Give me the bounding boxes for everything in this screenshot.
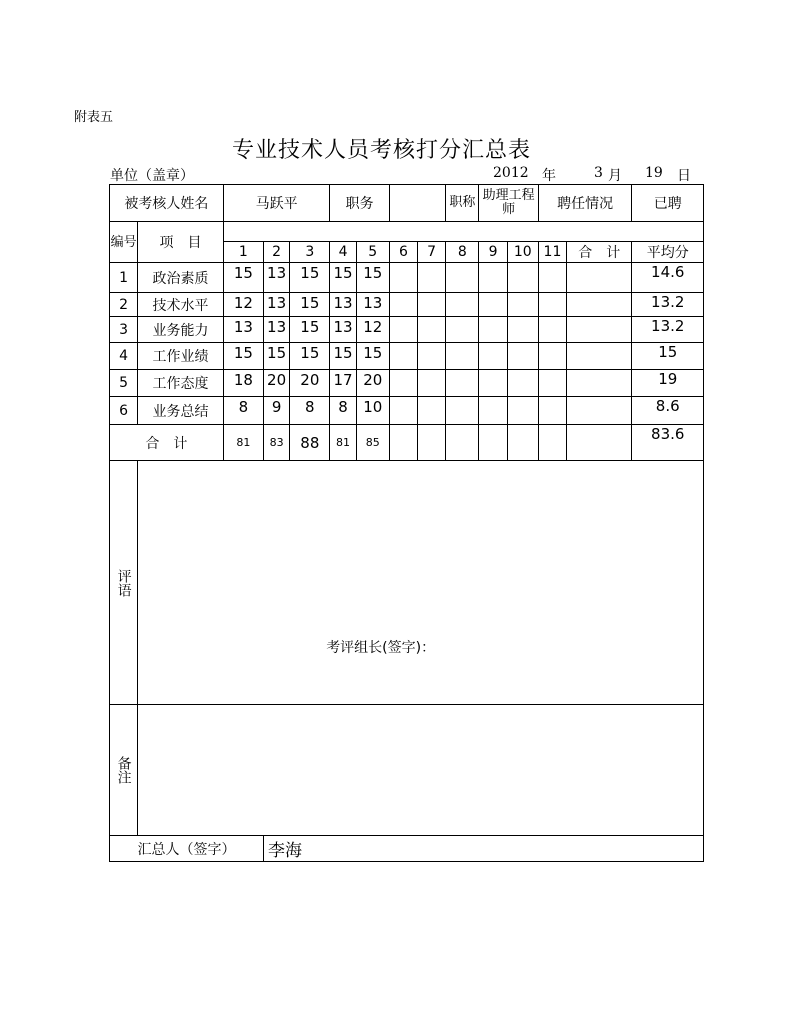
score-cell: 15	[290, 343, 330, 370]
title-value: 助理工程师	[479, 185, 538, 222]
score-cell: 15	[290, 317, 330, 343]
score-cell	[479, 397, 507, 425]
header-row-top	[110, 222, 704, 242]
row-item: 业务能力	[138, 317, 224, 343]
score-cell	[538, 293, 566, 317]
score-cell: 17	[330, 370, 356, 397]
total-score-cell: 85	[356, 425, 389, 461]
score-cell: 20	[264, 370, 290, 397]
average-cell: 19	[632, 370, 704, 397]
scorer-number: 9	[479, 242, 507, 263]
score-cell	[507, 397, 538, 425]
name-value: 马跃平	[223, 185, 330, 222]
comments-area	[138, 461, 704, 705]
score-cell	[446, 343, 479, 370]
score-cell	[389, 317, 417, 343]
scorer-number: 1	[223, 242, 263, 263]
assessment-table	[109, 184, 704, 862]
header-blank	[223, 222, 703, 242]
score-cell	[389, 293, 417, 317]
date-day: 19	[645, 165, 663, 181]
score-cell	[418, 263, 446, 293]
row-item: 业务总结	[138, 397, 224, 425]
page-title: 专业技术人员考核打分汇总表	[232, 138, 532, 163]
score-cell: 13	[330, 293, 356, 317]
score-cell: 13	[264, 293, 290, 317]
average-cell: 8.6	[632, 397, 704, 425]
table-row	[110, 293, 704, 317]
score-cell: 8	[330, 397, 356, 425]
total-score-cell	[389, 425, 417, 461]
score-cell	[389, 370, 417, 397]
remarks-row	[110, 705, 704, 836]
row-item: 工作态度	[138, 370, 224, 397]
score-cell	[418, 293, 446, 317]
scorer-number: 4	[330, 242, 356, 263]
score-cell	[538, 397, 566, 425]
date-day-label: 日	[677, 168, 691, 184]
name-label: 被考核人姓名	[110, 185, 224, 222]
total-cell	[567, 397, 632, 425]
score-cell	[507, 317, 538, 343]
row-number: 5	[110, 370, 138, 397]
unit-label: 单位（盖章）	[110, 168, 194, 184]
score-cell	[479, 370, 507, 397]
totals-row	[110, 425, 704, 461]
score-cell: 20	[356, 370, 389, 397]
row-item: 技术水平	[138, 293, 224, 317]
score-cell: 13	[223, 317, 263, 343]
score-cell	[446, 317, 479, 343]
total-score-cell: 88	[290, 425, 330, 461]
row-number: 6	[110, 397, 138, 425]
total-average-cell: 83.6	[632, 425, 704, 461]
totals-label: 合 计	[110, 425, 224, 461]
score-cell	[479, 293, 507, 317]
date-month-label: 月	[608, 168, 622, 184]
scorer-number: 8	[446, 242, 479, 263]
row-item: 工作业绩	[138, 343, 224, 370]
remarks-area	[138, 705, 704, 836]
scorer-number: 5	[356, 242, 389, 263]
scorer-number: 3	[290, 242, 330, 263]
score-cell: 15	[330, 343, 356, 370]
total-score-cell: 81	[223, 425, 263, 461]
comments-label: 评语	[110, 461, 138, 705]
average-cell: 13.2	[632, 293, 704, 317]
position-value	[389, 185, 445, 222]
score-cell: 15	[290, 263, 330, 293]
score-cell	[389, 343, 417, 370]
average-cell: 14.6	[632, 263, 704, 293]
average-cell: 13.2	[632, 317, 704, 343]
total-cell	[567, 370, 632, 397]
summary-row	[110, 836, 704, 862]
row-number: 3	[110, 317, 138, 343]
number-header: 编号	[110, 222, 138, 263]
score-cell: 15	[223, 263, 263, 293]
total-cell	[567, 293, 632, 317]
score-cell: 15	[290, 293, 330, 317]
score-cell	[538, 343, 566, 370]
score-cell	[507, 343, 538, 370]
total-score-cell: 83	[264, 425, 290, 461]
table-row	[110, 317, 704, 343]
unit-date-line	[110, 165, 704, 185]
total-score-cell	[418, 425, 446, 461]
score-cell: 15	[356, 343, 389, 370]
score-cell	[538, 370, 566, 397]
average-header: 平均分	[632, 242, 704, 263]
total-score-cell	[507, 425, 538, 461]
grand-total-cell	[567, 425, 632, 461]
score-cell: 15	[356, 263, 389, 293]
score-cell	[389, 263, 417, 293]
score-cell	[446, 293, 479, 317]
total-cell	[567, 263, 632, 293]
score-cell	[538, 317, 566, 343]
table-row	[110, 343, 704, 370]
score-cell: 13	[356, 293, 389, 317]
score-cell	[479, 263, 507, 293]
date-year: 2012	[493, 165, 529, 181]
date-month: 3	[594, 165, 603, 181]
score-cell	[418, 343, 446, 370]
info-row	[110, 185, 704, 222]
score-cell: 15	[330, 263, 356, 293]
score-cell: 18	[223, 370, 263, 397]
score-cell	[418, 397, 446, 425]
score-cell	[446, 263, 479, 293]
score-cell	[507, 263, 538, 293]
appendix-label: 附表五	[74, 110, 114, 125]
average-cell: 15	[632, 343, 704, 370]
score-cell	[446, 370, 479, 397]
table-row	[110, 263, 704, 293]
row-item: 政治素质	[138, 263, 224, 293]
row-number: 4	[110, 343, 138, 370]
score-cell	[418, 317, 446, 343]
total-score-cell	[446, 425, 479, 461]
total-score-cell	[538, 425, 566, 461]
score-cell	[507, 293, 538, 317]
total-cell	[567, 317, 632, 343]
summary-label: 汇总人（签字）	[110, 836, 264, 862]
comments-row	[110, 461, 704, 705]
scorer-number: 11	[538, 242, 566, 263]
scorer-number: 7	[418, 242, 446, 263]
scorer-number: 6	[389, 242, 417, 263]
leader-signature-label: 考评组长(签字)：	[326, 640, 436, 656]
score-cell: 15	[223, 343, 263, 370]
item-header: 项 目	[138, 222, 224, 263]
row-number: 2	[110, 293, 138, 317]
score-cell: 9	[264, 397, 290, 425]
score-cell: 15	[264, 343, 290, 370]
date-year-label: 年	[542, 168, 556, 184]
score-cell: 12	[356, 317, 389, 343]
score-cell: 8	[223, 397, 263, 425]
score-cell: 8	[290, 397, 330, 425]
summary-name: 李海	[264, 836, 704, 862]
hire-value: 已聘	[632, 185, 704, 222]
scorer-number: 10	[507, 242, 538, 263]
total-score-cell: 81	[330, 425, 356, 461]
score-cell: 13	[330, 317, 356, 343]
total-cell	[567, 343, 632, 370]
score-cell: 10	[356, 397, 389, 425]
row-number: 1	[110, 263, 138, 293]
position-label: 职务	[330, 185, 389, 222]
table-row	[110, 370, 704, 397]
table-row	[110, 397, 704, 425]
total-score-cell	[479, 425, 507, 461]
score-cell: 13	[264, 317, 290, 343]
total-header: 合 计	[567, 242, 632, 263]
score-cell: 13	[264, 263, 290, 293]
score-cell	[389, 397, 417, 425]
score-cell	[538, 263, 566, 293]
remarks-label: 备注	[110, 705, 138, 836]
score-cell	[479, 343, 507, 370]
score-cell	[479, 317, 507, 343]
score-cell: 20	[290, 370, 330, 397]
hire-label: 聘任情况	[538, 185, 632, 222]
title-label: 职称	[446, 185, 479, 222]
score-cell	[446, 397, 479, 425]
score-cell	[418, 370, 446, 397]
score-cell: 12	[223, 293, 263, 317]
scorer-number: 2	[264, 242, 290, 263]
score-cell	[507, 370, 538, 397]
